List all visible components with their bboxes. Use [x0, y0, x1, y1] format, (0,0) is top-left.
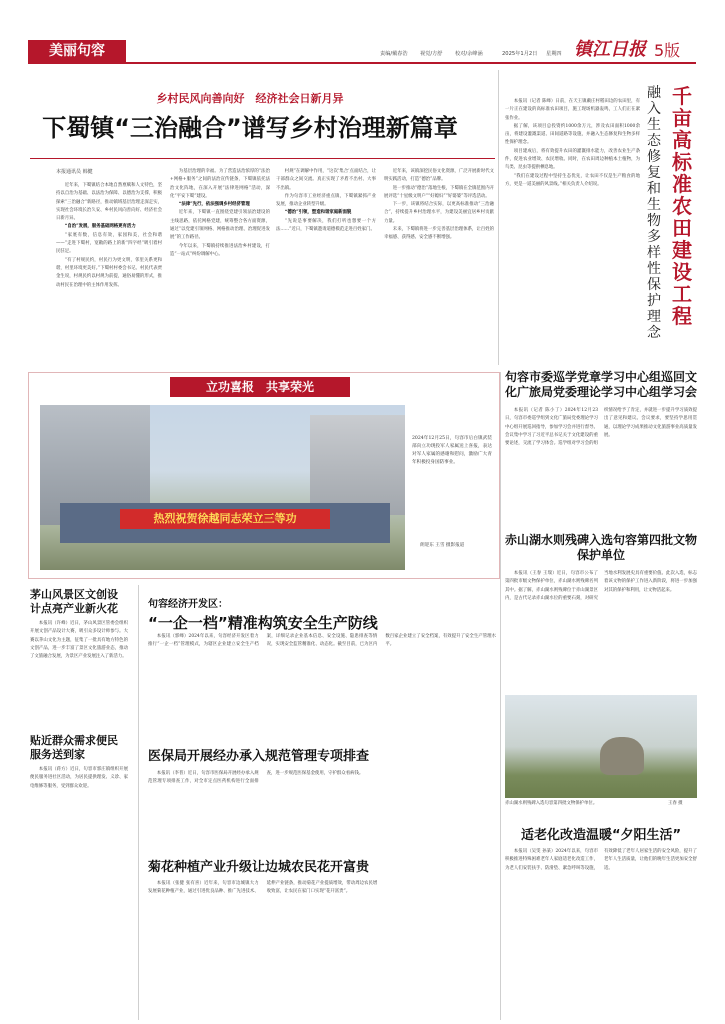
chrysanthemum-body: 本报讯（张健 张有喜）近年来，句容市边城镇大力发展菊花种植产业，通过引进优良品种、推广先进技术、延伸产业链条，推动菊花产业提质增效，带动周边农民增收致富，让农民在家门口实现“花开富贵”。 — [148, 881, 378, 895]
lead-col-2: 为基层治理的幸福。为了营造法治浓厚的“法治+网格+服务”之间的法治宣传链条，下蜀镇依托法治文化阵地，在深入开展“法律进网格”活动，深化“平安下蜀”建设。 “法律”先行，依法强调乡村经济管理 近年来，下蜀镇一直围绕党建引领法治建设的主线思路，依托网格党建，统筹整合各方面资源，通过“以党建引领网格、网格推动治理、治理促进发展”的工作路径。 今年以来，下蜀镇持续推进法治乡村建设，打造“一站式”纠纷调解中心。 — [170, 169, 270, 257]
stele-credit: 王春 摄 — [668, 801, 683, 806]
column-divider — [138, 585, 139, 1020]
stele-caption: 赤山湖水则残碑入选句容第四批文物保护单位。 — [505, 801, 598, 806]
header-rule — [28, 62, 696, 64]
page-number: 5版 — [654, 41, 681, 60]
award-photo — [40, 405, 405, 570]
elderly-title: 适老化改造温暖“夕阳生活” — [520, 828, 682, 843]
lead-col-4: 近年来，该镇深挖民俗文化资源，广泛开展新时代文明实践活动，打造“德治”品牌。 进一步推动“德治”落地生根，下蜀镇在全镇范围内开展评选“十星级文明户”“好媳妇”“好婆婆”等评选活动。 下一步，该镇将结合实际，以更高标准推动“三治融合”，持续提升乡村治理水平，为建设美丽宜居乡村贡献力量。 未来，下蜀镇将进一步完善基层治理体系，让百姓的幸福感、获得感、安全感不断增强。 — [384, 169, 494, 241]
design-credit: 视觉/方舒 — [420, 51, 443, 57]
column-divider — [498, 70, 499, 365]
stele-stone — [600, 737, 644, 775]
column-divider — [500, 372, 501, 1020]
safety-kicker: 句容经济开发区： — [148, 599, 228, 610]
issue-weekday: 星期四 — [546, 51, 562, 57]
lake-title: 赤山湖水则残碑入选句容第四批文物保护单位 — [505, 533, 698, 562]
elderly-body: 本报讯（吴雯 孙某）2024年以来，句容市积极推进特殊困难老年人家庭适老化改造工作，为老人们安装扶手、防滑垫、紧急呼叫等设施，有效降低了老年人居家生活的安全风险，提升了老年人生活质量，让他们的晚年生活更加安全舒适。 — [505, 849, 697, 871]
lead-col-1: 近年来，下蜀镇结合本地自然禀赋和人文特色，坚持以自治为基础、以法治为保障、以德治为支撑，积极探索“三治融合”新路径，推动镇域基层治理走深走实，实现社会环境长治久安、乡村民风向善向好、经济社会日新月异。 “自治”发展，服务基础网格更有活力 “家底有数，信息有效，家园和美，社会和谐——”走进下蜀村，宽敞的路上的新“四字经”吸引着村民驻足。 “有了村规民约，村民行为更文明，邻里关系更和谐，村里环境更美好。”下蜀村村委会书记、村民代表贾金生说，村规民约以村规为前提，通俗易懂的形式，推动村民在治理中的主体作用发挥。 — [56, 183, 162, 288]
lead-rule — [30, 158, 495, 159]
insurance-body: 本报讯（李普）近日，句容市医保局开展经办承入规范管理专项排查工作，对全市定点医药机构进行全面排查，进一步规范医保基金使用，守护群众看病钱。 — [148, 771, 364, 785]
lead-byline: 本报通讯员 韩健 — [56, 169, 93, 175]
side-story-title: 千亩高标准农田建设工程 — [672, 84, 692, 328]
maoshan-title: 茅山风景区文创设计点亮产业新火花 — [30, 588, 118, 615]
photo-box-title: 立功喜报 共享荣光 — [170, 377, 350, 397]
lecture-body: 本报讯（记者 陈小丁）2024年12月23日，句容市委巡学组到文化广旅局党委理论学习中心组开展巡回指导，参加学习会并进行督导。会议集中学习了习近平总书记关于文化建设的重要论述，交流了学习体会。巡学组对学习会的组织情况给予了肯定，并就进一步提升学习质效提出了意见和建议。会议要求，要坚持学思用贯通，以理论学习成果推动文化旅游事业高质量发展。 — [505, 408, 697, 447]
safety-title: “一企一档”精准构筑安全生产防线 — [148, 614, 378, 632]
issue-date: 2025年1月2日 — [502, 51, 538, 57]
service-body: 本报讯（蒋方）近日，句容市郭庄镇组织开展便民服务进社区活动，为居民提供理发、义诊、家电维修等服务，受到群众欢迎。 — [30, 767, 128, 789]
lead-title: 下蜀镇“三治融合”谱写乡村治理新篇章 — [42, 114, 458, 142]
side-story-subtitle: 融入生态修复和生物多样性保护理念 — [647, 85, 661, 341]
chrysanthemum-title: 菊花种植产业升级让边城农民花开富贵 — [148, 860, 370, 875]
side-story-body: 本报讯（记者 陈峰）日前，在天王镇戴庄村稻田边的农田里，有一片正在建设的高标准农田项目，施工现场机器轰鸣，工人们正在紧张作业。 据了解，该项目总投资约1000余万元，涉及农田面积1000余亩，将建设灌溉渠道、田间道路等设施，并融入生态修复和生物多样性保护理念。 项目建成后，将有效提升农田的灌溉排水能力，改善农业生产条件，促进农业增效、农民增收。同时，在农田周边种植本土植物，为鸟类、昆虫等提供栖息地。 “我们在建设过程中坚持生态优先，让农田不仅是生产粮食的地方，更是一道美丽的风景线。”相关负责人介绍说。 — [505, 99, 640, 187]
award-banner: 热烈祝贺徐越同志荣立三等功 — [120, 509, 330, 529]
paper-logo: 镇江日报 — [574, 39, 646, 60]
lake-body: 本报讯（王春 王瑞）近日，句容市公布了第四批市级文物保护单位，赤山湖水则残碑名列其中。据了解，赤山湖水则残碑位于赤山湖景区内，是古代记录赤山湖水位的重要石刻，对研究当地水利发展史具有重要价值。此次入选，标志着该文物的保护工作进入新阶段，将进一步加强对其的保护和利用，让文物活起来。 — [505, 571, 697, 601]
stele-photo — [505, 695, 697, 798]
safety-body: 本报讯（郭峰）2024年以来，句容经济开发区着力推行“一企一档”管理模式，为辖区企业建立安全生产档案，详细记录企业基本信息、安全设施、隐患排查等情况，实现安全监管精准化、动态化。截至目前，已为区内数百家企业建立了安全档案，有效提升了安全生产管理水平。 — [148, 634, 496, 648]
editor-credit: 责编/戴春浩 — [380, 51, 408, 57]
lead-kicker: 乡村民风向善向好 经济社会日新月异 — [156, 92, 344, 105]
building-shape — [310, 415, 405, 515]
photo-caption: 2024年12月25日，句容市后白镇武装部向立功现役军人家属送上喜报，表达对军人家属的感谢和慰问，激励广大青年积极投身国防事业。 — [412, 436, 492, 465]
lead-col-3: 村规”在调解中作用，“这次‘集合’点面结合，让干部群众之间交流。真正实现了矛盾不出村、大事不出镇。 作为句容市工业经济重点镇，下蜀镇紧抓产业发展，推动企业转型升级。 “德治”引领，塑造和谐家庭新面貌 “先说是事要解决，我们打听也想要一个方法……”近日，下蜀镇邀请道德模范走进百姓家门。 — [276, 169, 376, 233]
service-title: 贴近群众需求便民服务送到家 — [30, 734, 118, 761]
photo-credit: 朗迎东 王雪 摄影报道 — [420, 543, 465, 548]
proof-credit: 校对/余峰涵 — [455, 51, 483, 57]
section-tag: 美丽句容 — [28, 40, 126, 62]
insurance-title: 医保局开展经办承入规范管理专项排查 — [148, 749, 370, 764]
lecture-title: 句容市委巡学党章学习中心组巡回文化广旅局党委理论学习中心组学习会 — [505, 370, 698, 399]
maoshan-body: 本报讯（许峰）近日，茅山风景区管委会组织开展文创产品设计大赛，吸引众多设计师参与。大赛以茅山文化为主题，征集了一批具有地方特色的文创产品，进一步丰富了景区文化旅游业态，推动了文旅融合发展，为景区产业发展注入了新活力。 — [30, 621, 128, 660]
